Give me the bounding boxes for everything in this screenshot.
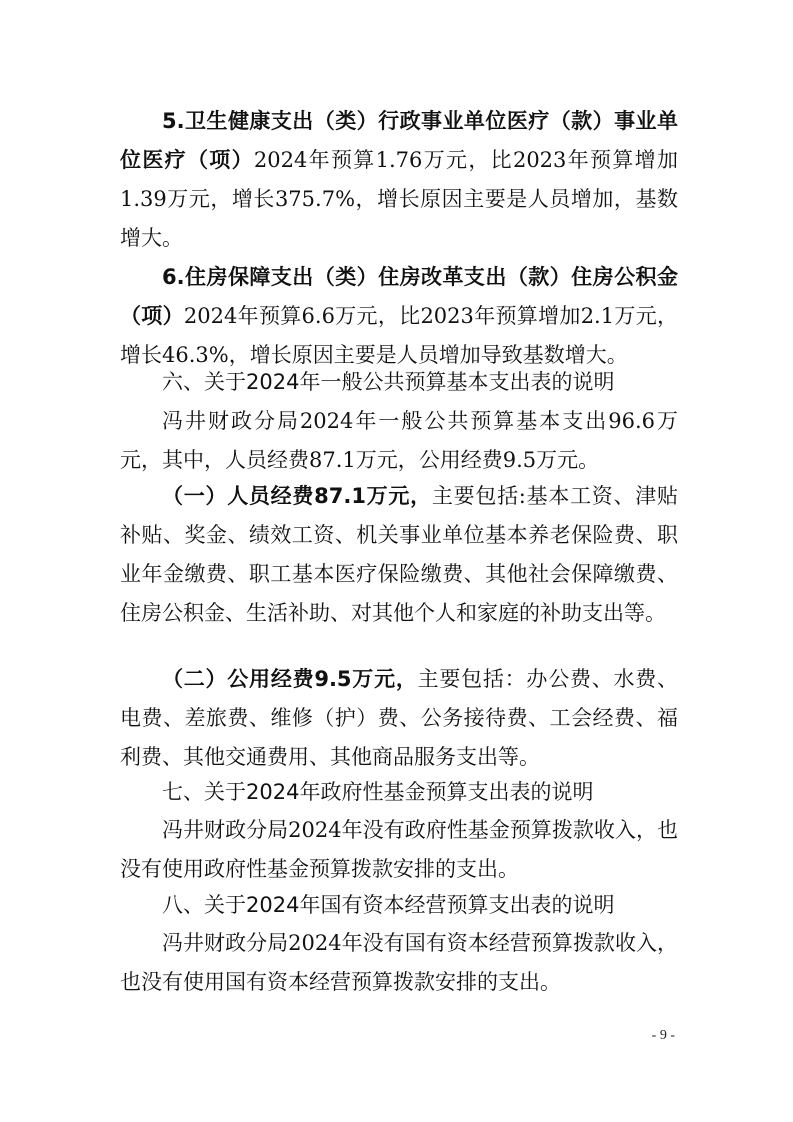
paragraph-housing-expenditure: [120, 258, 678, 375]
page-number: - 9 -: [651, 1028, 675, 1043]
paragraph-text: 2024年预算6.6万元，比2023年预算增加2.1万元，增长46.3%，增长原因主要是人员增加导致基数增大。: [120, 304, 678, 367]
section-heading-6: 六、关于2024年一般公共预算基本支出表的说明: [162, 370, 615, 394]
paragraph-basic-expenditure: 冯井财政分局2024年一般公共预算基本支出96.6万元，其中，人员经费87.1万元，公用经费9.5万元。: [120, 409, 678, 472]
section-heading-8: 八、关于2024年国有资本经营预算支出表的说明: [162, 893, 615, 917]
paragraph-public-expenses: [120, 660, 678, 777]
paragraph-lead: （一）人员经费87.1万元，: [162, 484, 432, 508]
section-heading-7: 七、关于2024年政府性基金预算支出表的说明: [162, 780, 594, 804]
paragraph-state-capital: 冯井财政分局2024年没有国有资本经营预算拨款收入，也没有使用国有资本经营预算拨款安排的支出。: [120, 931, 678, 994]
paragraph-personnel-expenses: [120, 477, 678, 633]
paragraph-lead: 6.住房保障支出（类）住房改革支出（款）住房公积金（项）: [120, 265, 678, 328]
paragraph-lead: 5.卫生健康支出（类）行政事业单位医疗（款）事业单位医疗（项）: [120, 109, 678, 172]
paragraph-text: 2024年预算1.76万元，比2023年预算增加1.39万元，增长375.7%，增长原因主要是人员增加，基数增大。: [120, 148, 678, 250]
paragraph-government-fund: 冯井财政分局2024年没有政府性基金预算拨款收入，也没有使用政府性基金预算拨款安排的支出。: [120, 818, 678, 881]
paragraph-health-expenditure: [120, 102, 678, 258]
paragraph-lead: （二）公用经费9.5万元，: [162, 667, 418, 691]
paragraph-text: 主要包括：办公费、水费、电费、差旅费、维修（护）费、公务接待费、工会经费、福利费、其他交通费用、其他商品服务支出等。: [120, 667, 679, 769]
paragraph-text: 主要包括:基本工资、津贴补贴、奖金、绩效工资、机关事业单位基本养老保险费、职业年金缴费、职工基本医疗保险缴费、其他社会保障缴费、住房公积金、生活补助、对其他个人和家庭的补助支出等。: [120, 484, 679, 625]
